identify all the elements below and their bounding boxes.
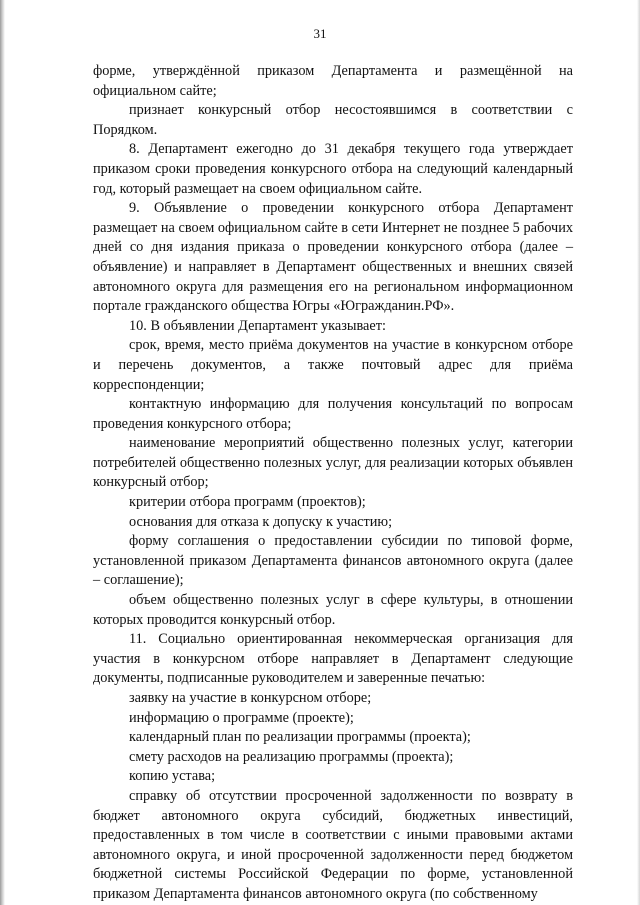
- document-body: [93, 62, 573, 905]
- paragraph: смету расходов на реализацию программы (проекта);: [129, 748, 454, 765]
- paragraph: копию устава;: [129, 768, 216, 785]
- paragraph: срок, время, место приёма документов на участие в конкурсном отборе и перечень документов, а также почтовый адрес для приёма корреспонденции;: [93, 337, 573, 393]
- page-number: 31: [313, 26, 327, 41]
- paragraph: 10. В объявлении Департамент указывает:: [129, 317, 386, 334]
- paragraph: контактную информацию для получения консультаций по вопросам проведения конкурсного отбора;: [93, 396, 573, 432]
- paragraph: форме, утверждённой приказом Департамента и размещённой на официальном сайте;: [93, 63, 573, 99]
- paragraph: форму соглашения о предоставлении субсидии по типовой форме, установленной приказом Департамента финансов автономного округа (далее – соглашение);: [93, 533, 573, 589]
- paragraph: объем общественно полезных услуг в сфере культуры, в отношении которых проводится конкурсный отбор.: [93, 592, 573, 628]
- paragraph: признает конкурсный отбор несостоявшимся в соответствии с Порядком.: [93, 102, 573, 138]
- paragraph: 8. Департамент ежегодно до 31 декабря текущего года утверждает приказом сроки проведения конкурсного отбора на следующий календарный год, который размещает на своем официальном сайте.: [93, 141, 573, 197]
- scan-edge-left: [0, 0, 5, 905]
- paragraph: критерии отбора программ (проектов);: [129, 494, 366, 511]
- paragraph: заявку на участие в конкурсном отборе;: [129, 690, 372, 706]
- paragraph: основания для отказа к допуску к участию;: [129, 513, 393, 530]
- paragraph: 9. Объявление о проведении конкурсного отбора Департамент размещает на своем официальном сайте в сети Интернет не позднее 5 рабочих дней со дня издания приказа о проведении конкурсного отбора (далее – объявление) и направляет в Департамент общественных и внешних связей автономного округа для размещения его на региональном информационном портале гражданского общества Югры «Югражданин.РФ».: [93, 200, 573, 315]
- paragraph: наименование мероприятий общественно полезных услуг, категории потребителей общественно полезных услуг, для реализации которых объявлен конкурсный отбор;: [93, 435, 573, 491]
- paragraph: информацию о программе (проекте);: [129, 709, 354, 726]
- paragraph: 11. Социально ориентированная некоммерческая организация для участия в конкурсном отборе направляет в Департамент следующие документы, подписанные руководителем и заверенные печатью:: [93, 631, 573, 687]
- paragraph: справку об отсутствии просроченной задолженности по возврату в бюджет автономного округа субсидий, бюджетных инвестиций, предоставленных в том числе в соответствии с иными правовыми актами автономного округа, и иной просроченной задолженности перед бюджетом бюджетной системы Российской Федерации по форме, установленной приказом Департамента финансов автономного округа (по собственному: [93, 787, 573, 902]
- paragraph: календарный план по реализации программы (проекта);: [129, 729, 471, 746]
